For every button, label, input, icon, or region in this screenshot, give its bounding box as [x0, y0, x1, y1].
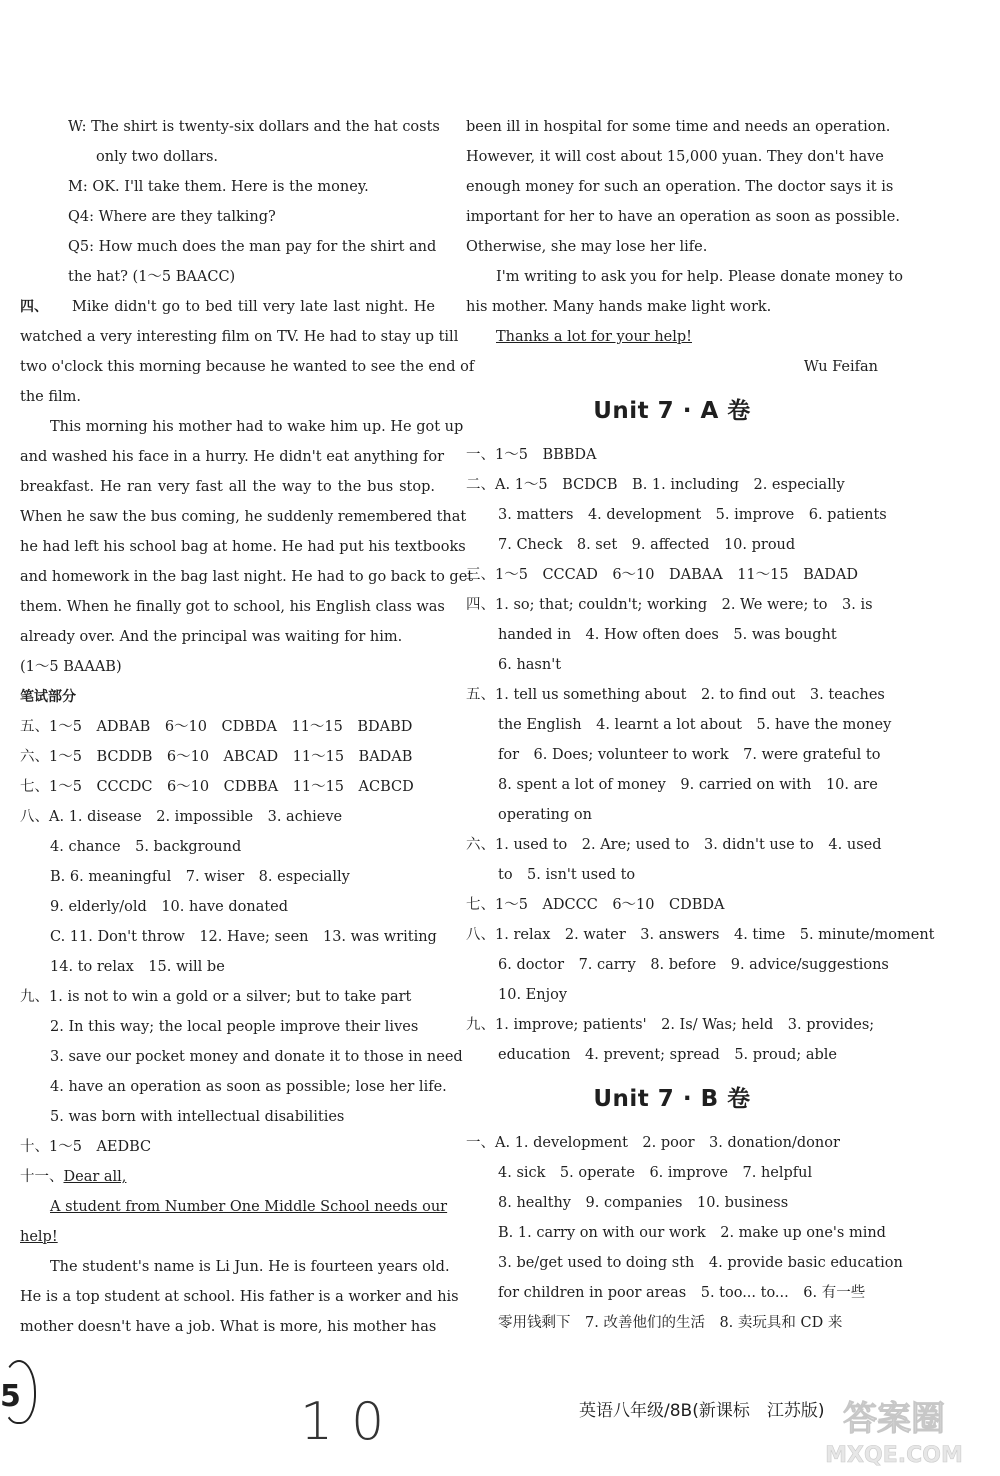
left-column: [20, 112, 475, 1342]
text-line: I'm writing to ask you for help. Please donate money to: [496, 269, 903, 285]
text-line: the film.: [20, 389, 82, 405]
text-line: already over. And the principal was waiting for him.: [20, 629, 403, 645]
dialog-line: M: OK. I'll take them. Here is the money.: [68, 179, 369, 195]
answer-line: 七、1～5 ADCCC 6～10 CDBDA: [466, 897, 725, 913]
text-line: watched a very interesting film on TV. He had to stay up till: [20, 329, 459, 345]
answer-line: 4. chance 5. background: [50, 839, 242, 855]
answer-line: 一、1～5 BBBDA: [466, 447, 597, 463]
text-line: and washed his face in a hurry. He didn't eat anything for: [20, 449, 445, 465]
answer-line: 7. Check 8. set 9. affected 10. proud: [498, 537, 796, 553]
answer-line: 3. matters 4. development 5. improve 6. patients: [498, 507, 887, 523]
text-line: and homework in the bag last night. He had to go back to get: [20, 569, 474, 585]
answer-line: 5. was born with intellectual disabilities: [50, 1109, 345, 1125]
text-line: two o'clock this morning because he wanted to see the end of: [20, 359, 475, 375]
text-line: When he saw the bus coming, he suddenly remembered that: [20, 509, 467, 525]
question-line: Q4: Where are they talking?: [68, 209, 276, 225]
text-line: his mother. Many hands make light work.: [466, 299, 772, 315]
answer-line: 五、1. tell us something about 2. to find out 3. teaches: [466, 687, 885, 703]
text-line: Otherwise, she may lose her life.: [466, 239, 708, 255]
answer-line: 零用钱剩下 7. 改善他们的生活 8. 卖玩具和 CD 来: [498, 1315, 843, 1331]
page-number: 5: [0, 1379, 21, 1414]
answer-line: 八、A. 1. disease 2. impossible 3. achieve: [20, 809, 343, 825]
text-line: important for her to have an operation as soon as possible.: [466, 209, 900, 225]
text-line: been ill in hospital for some time and needs an operation.: [466, 119, 891, 135]
answer-line: 六、1～5 BCDDB 6～10 ABCAD 11～15 BADAB: [20, 749, 413, 765]
answer-line: 二、A. 1～5 BCDCB B. 1. including 2. especially: [466, 477, 845, 493]
answer-line: the English 4. learnt a lot about 5. have the money: [498, 717, 892, 733]
letter-title: A student from Number One Middle School needs our: [50, 1199, 448, 1215]
watermark-bottom-text: MXQE.COM: [825, 1443, 963, 1468]
answer-line: 三、1～5 CCCAD 6～10 DABAA 11～15 BADAD: [466, 567, 858, 583]
text-line: The student's name is Li Jun. He is fourteen years old.: [50, 1259, 450, 1275]
unit-7a-title: Unit 7 · A 卷: [593, 398, 751, 424]
answer-line: 五、1～5 ADBAB 6～10 CDBDA 11～15 BDABD: [20, 719, 413, 735]
unit-7b-title: Unit 7 · B 卷: [593, 1086, 751, 1112]
answer-line: 一、A. 1. development 2. poor 3. donation/donor: [466, 1135, 840, 1151]
answer-line: B. 1. carry on with our work 2. make up one's mind: [498, 1225, 886, 1241]
answer-line: education 4. prevent; spread 5. proud; able: [498, 1047, 837, 1063]
text-line: breakfast. He ran very fast all the way to the bus stop.: [20, 479, 435, 495]
text-line: However, it will cost about 15,000 yuan. They don't have: [466, 149, 884, 165]
answer-line: 七、1～5 CCCDC 6～10 CDBBA 11～15 ACBCD: [20, 779, 414, 795]
answer-line: 9. elderly/old 10. have donated: [50, 899, 289, 915]
answer-line: 6. doctor 7. carry 8. before 9. advice/suggestions: [498, 957, 889, 973]
letter-greeting-line: [20, 1162, 435, 1192]
letter-signature: Wu Feifan: [803, 359, 878, 375]
answer-line: 6. hasn't: [498, 657, 562, 673]
watermark-top-text: 答案圈: [843, 1399, 945, 1439]
answer-line: B. 6. meaningful 7. wiser 8. especially: [50, 869, 350, 885]
letter-title: help!: [20, 1229, 58, 1245]
written-part-heading: 笔试部分: [20, 689, 76, 705]
answer-line: 八、1. relax 2. water 3. answers 4. time 5. minute/moment: [466, 927, 935, 943]
section-label: 四、: [20, 299, 48, 315]
text-line: This morning his mother had to wake him up. He got up: [50, 419, 464, 435]
text-line: he had left his school bag at home. He had put his textbooks: [20, 539, 466, 555]
answer-line: 3. be/get used to doing sth 4. provide basic education: [498, 1255, 903, 1271]
answer-line: 8. healthy 9. companies 10. business: [498, 1195, 789, 1211]
answer-line: C. 11. Don't throw 12. Have; seen 13. was writing: [50, 929, 437, 945]
question-line: the hat? (1～5 BAACC): [68, 269, 236, 285]
text-line: mother doesn't have a job. What is more, his mother has: [20, 1319, 437, 1335]
watermark-logo: [806, 1390, 982, 1470]
answer-line: 8. spent a lot of money 9. carried on with 10. are: [498, 777, 878, 793]
answer-line: operating on: [498, 807, 592, 823]
answer-line: for children in poor areas 5. too... to... 6. 有一些: [498, 1285, 866, 1301]
book-subject-label: 英语八年级/8B(新课标 江苏版): [579, 1401, 825, 1421]
section-label: 十一、: [20, 1169, 64, 1185]
answer-line: to 5. isn't used to: [498, 867, 636, 883]
answer-line: 4. sick 5. operate 6. improve 7. helpful: [498, 1165, 813, 1181]
text-line: He is a top student at school. His father is a worker and his: [20, 1289, 459, 1305]
answer-line: for 6. Does; volunteer to work 7. were grateful to: [498, 747, 881, 763]
text-line: them. When he finally got to school, his English class was: [20, 599, 445, 615]
text-line: enough money for such an operation. The doctor says it is: [466, 179, 894, 195]
handwritten-mark: 10: [300, 1392, 403, 1452]
right-column: [466, 112, 935, 1338]
answer-line: 3. save our pocket money and donate it to those in need: [50, 1049, 463, 1065]
answer-line: 九、1. is not to win a gold or a silver; but to take part: [20, 989, 412, 1005]
dialog-line: only two dollars.: [96, 149, 218, 165]
dialog-line: W: The shirt is twenty-six dollars and the hat costs: [68, 119, 440, 135]
letter-greeting: Dear all,: [63, 1169, 127, 1185]
answer-line: 六、1. used to 2. Are; used to 3. didn't use to 4. used: [466, 837, 882, 853]
answer-line: 2. In this way; the local people improve their lives: [50, 1019, 419, 1035]
letter-closing: Thanks a lot for your help!: [496, 329, 692, 345]
answer-line: handed in 4. How often does 5. was bought: [498, 627, 837, 643]
answer-line: 14. to relax 15. will be: [50, 959, 225, 975]
text-line: Mike didn't go to bed till very late last night. He: [72, 299, 435, 315]
answer-line: 10. Enjoy: [498, 987, 568, 1003]
section-four-first-line: [20, 292, 435, 322]
answer-line: 十、1～5 AEDBC: [20, 1139, 152, 1155]
answer-line: 九、1. improve; patients' 2. Is/ Was; held 3. provides;: [466, 1017, 875, 1033]
question-line: Q5: How much does the man pay for the shirt and: [68, 239, 437, 255]
answer-line: 4. have an operation as soon as possible; lose her life.: [50, 1079, 447, 1095]
answer-line: 四、1. so; that; couldn't; working 2. We were; to 3. is: [466, 597, 873, 613]
answer-line: (1～5 BAAAB): [20, 659, 122, 675]
